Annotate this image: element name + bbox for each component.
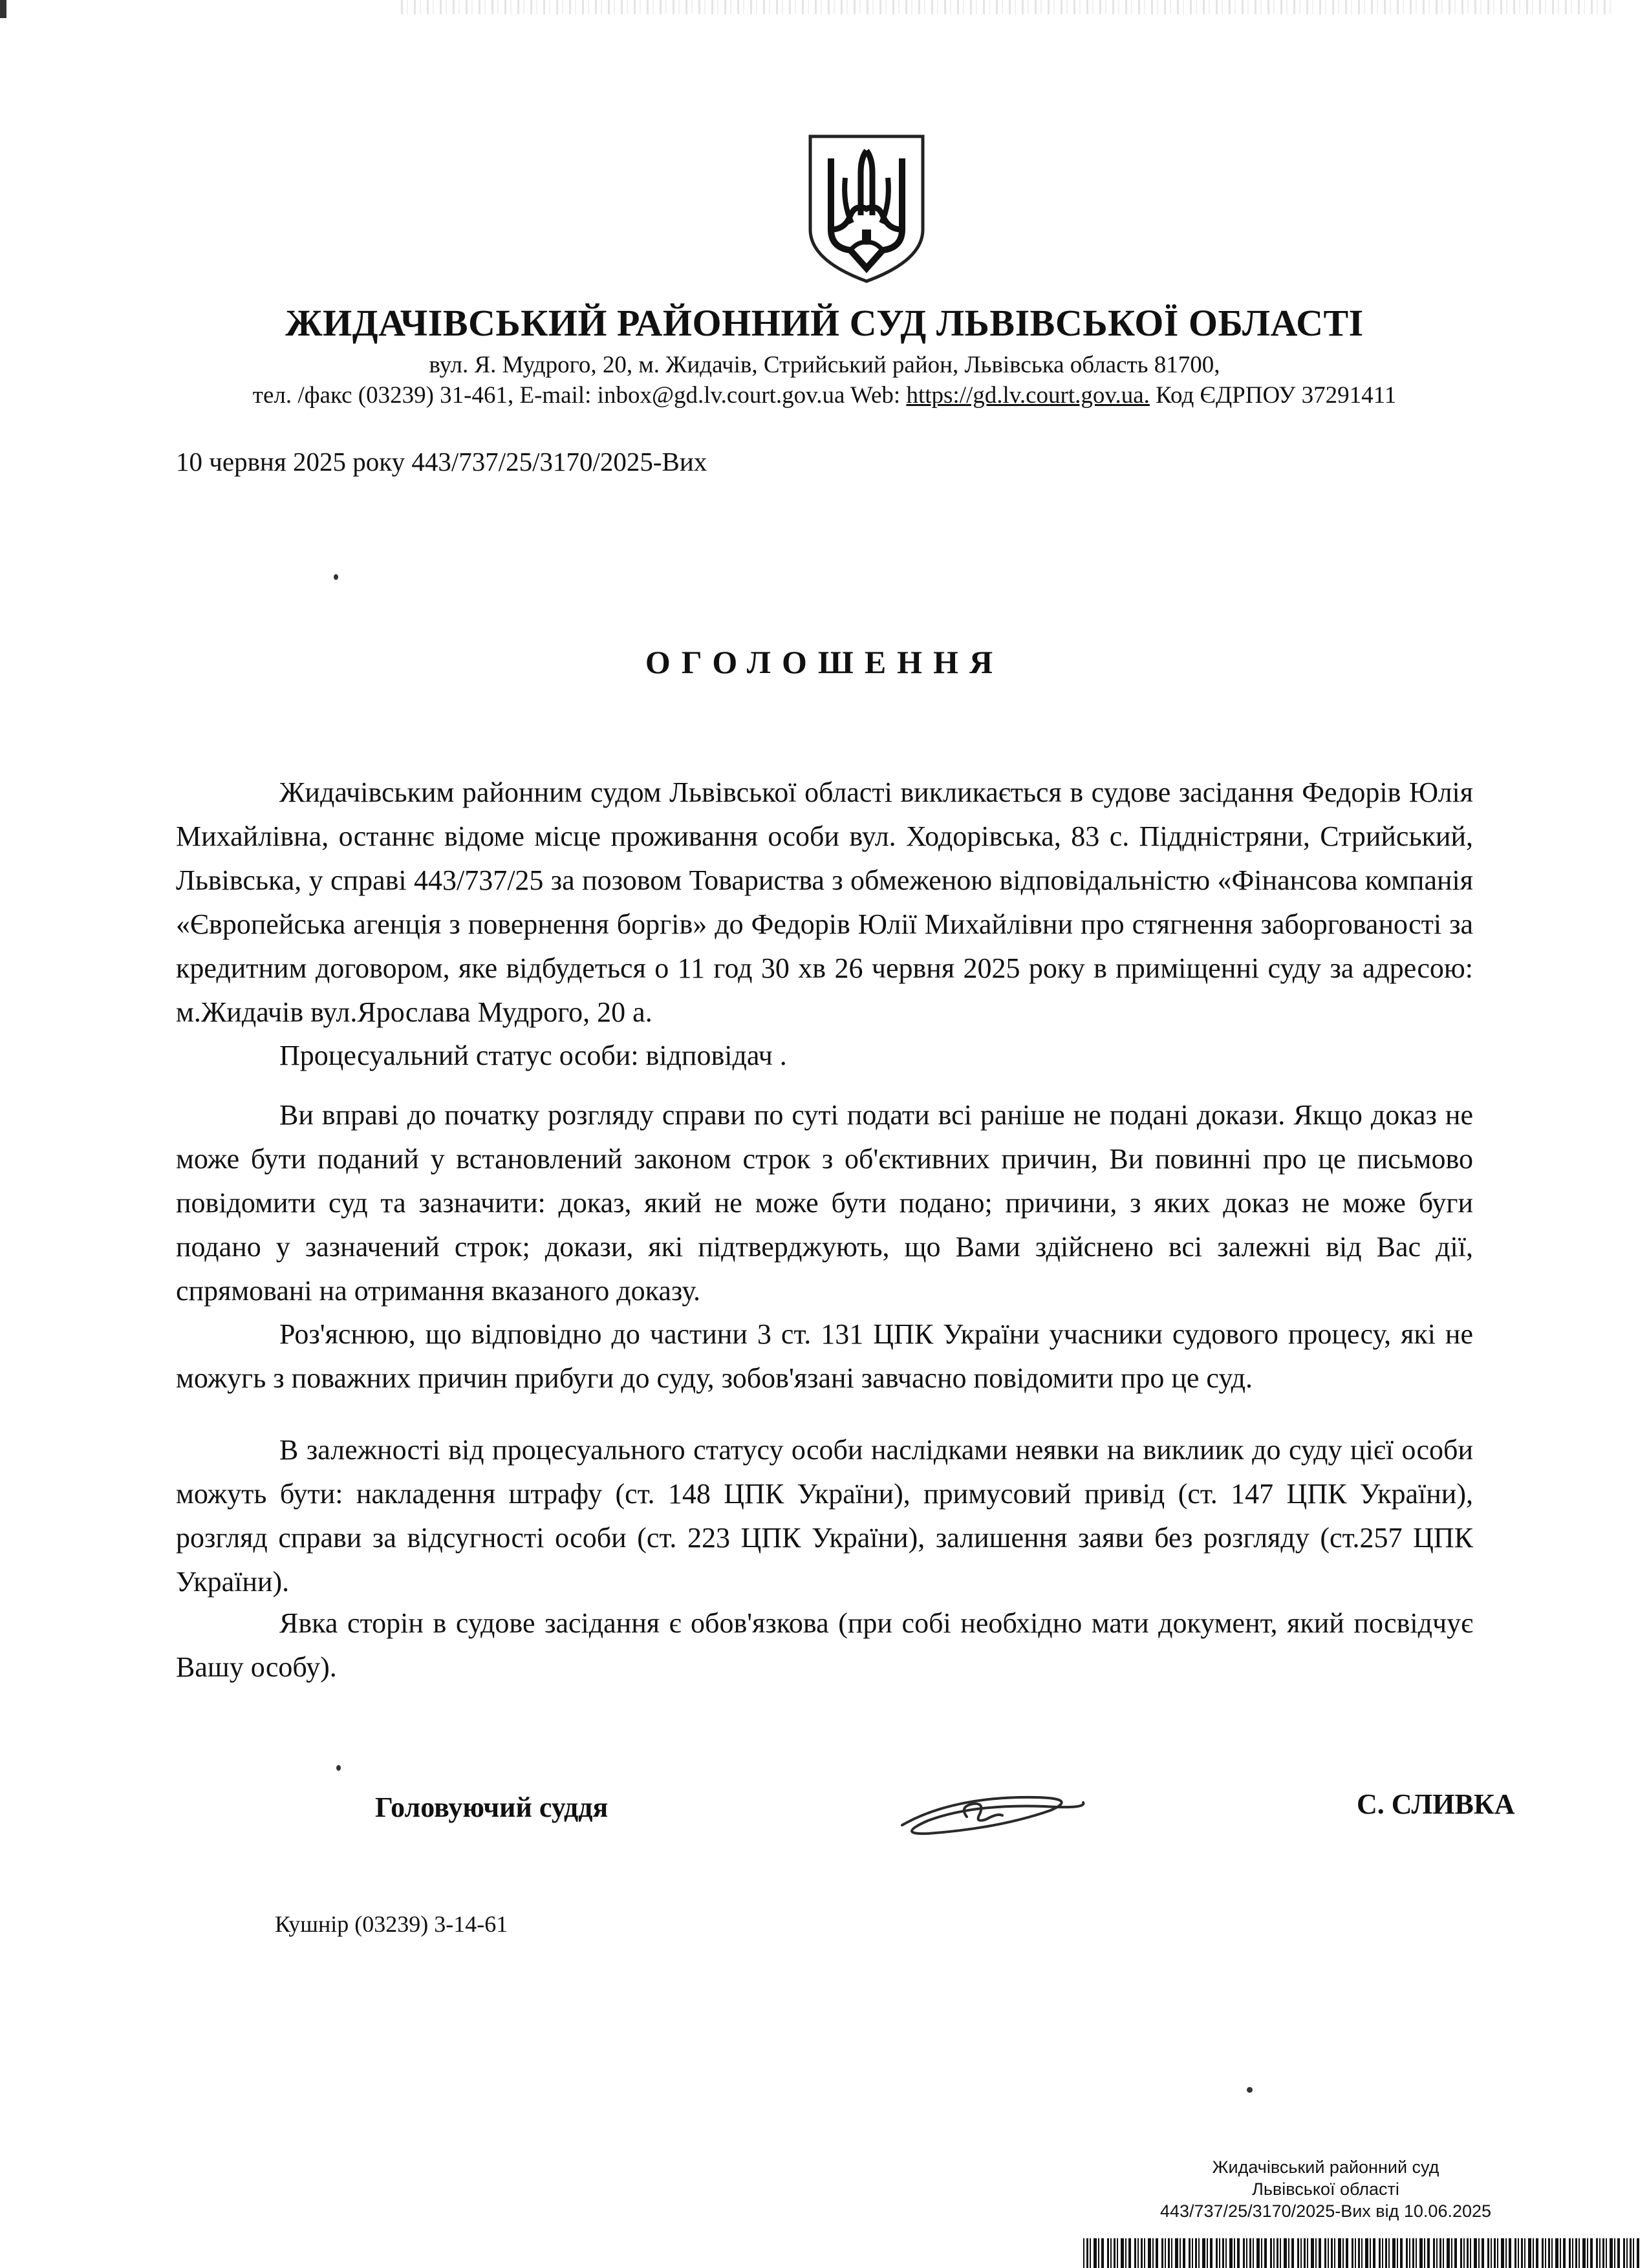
barcode-bar (1083, 2238, 1084, 2268)
barcode-bar (1599, 2238, 1600, 2268)
stamp-number-line: 443/737/25/3170/2025-Вих від 10.06.2025 (1159, 2201, 1492, 2221)
barcode-icon (1083, 2238, 1639, 2268)
barcode-bar (1243, 2238, 1245, 2268)
barcode-bar (1264, 2238, 1267, 2268)
barcode-bar (1626, 2238, 1628, 2268)
barcode-bar (1596, 2238, 1598, 2268)
barcode-bar (1388, 2238, 1390, 2268)
barcode-bar (1137, 2238, 1139, 2268)
barcode-bar (1494, 2238, 1496, 2268)
barcode-bar (1575, 2238, 1577, 2268)
barcode-bar (1460, 2238, 1462, 2268)
barcode-bar (1246, 2238, 1247, 2268)
barcode-bar (1319, 2238, 1321, 2268)
barcode-bar (1590, 2238, 1593, 2268)
barcode-bar (1101, 2238, 1104, 2268)
barcode-bar (1222, 2238, 1224, 2268)
barcode-bar (1256, 2238, 1260, 2268)
paragraph-evidence: Ви вправі до початку розгляду справи по суті подати всі раніше не подані докази. Якщо доказ не може бути поданий у встановлений законом строк з об'єктивних причин, Ви повинні про це письмово повідомити суд та зазначити: доказ, який не може бути подано; причини, з яких доказ не може буги подано у зазначений строк; докази, які підтверджують, що Вами здійснено всі залежні від Вас дії, спрямовані на отримання вказаного доказу. (176, 1099, 1473, 1307)
barcode-bar (1443, 2238, 1444, 2268)
barcode-bar (1400, 2238, 1403, 2268)
barcode-bar (1528, 2238, 1531, 2268)
barcode-bar (1551, 2238, 1553, 2268)
barcode-bar (1505, 2238, 1507, 2268)
barcode-bar (1207, 2238, 1208, 2268)
barcode-bar (1311, 2238, 1314, 2268)
barcode-bar (1346, 2238, 1348, 2268)
barcode-bar (1183, 2238, 1185, 2268)
contacts-suffix: Код ЄДРПОУ 37291411 (1149, 382, 1397, 409)
document-title: ОГОЛОШЕННЯ (645, 644, 1004, 680)
barcode-bar (1148, 2238, 1151, 2268)
barcode-bar (1478, 2238, 1480, 2268)
barcode-bar (1447, 2238, 1450, 2268)
barcode-bar (1416, 2238, 1417, 2268)
barcode-bar (1273, 2238, 1275, 2268)
barcode-bar (1192, 2238, 1193, 2268)
barcode-bar (1463, 2238, 1465, 2268)
document-reference: 10 червня 2025 року 443/737/25/3170/2025-Вих (176, 447, 707, 476)
barcode-bar (1518, 2238, 1519, 2268)
barcode-bar (1474, 2238, 1477, 2268)
barcode-bar (1392, 2238, 1396, 2268)
scan-speck (334, 574, 338, 580)
court-address: вул. Я. Мудрого, 20, м. Жидачів, Стрийський район, Львівська область 81700, (429, 352, 1220, 378)
barcode-bar (1536, 2238, 1538, 2268)
barcode-bar (1315, 2238, 1317, 2268)
barcode-bar (1125, 2238, 1126, 2268)
barcode-bar (1524, 2238, 1525, 2268)
barcode-bar (1419, 2238, 1423, 2268)
barcode-bar (1385, 2238, 1387, 2268)
barcode-bar (1156, 2238, 1158, 2268)
barcode-bar (1542, 2238, 1544, 2268)
barcode-bar (1633, 2238, 1634, 2268)
court-name-heading: ЖИДАЧІВСЬКИЙ РАЙОННИЙ СУД ЛЬВІВСЬКОЇ ОБЛАСТІ (285, 302, 1364, 344)
barcode-bar (1304, 2238, 1306, 2268)
barcode-bar (1210, 2238, 1212, 2268)
barcode-bar (1098, 2238, 1099, 2268)
barcode-bar (1202, 2238, 1205, 2268)
barcode-bar (1144, 2238, 1145, 2268)
barcode-bar (1334, 2238, 1335, 2268)
barcode-bar (1579, 2238, 1580, 2268)
barcode-bar (1563, 2238, 1566, 2268)
barcode-bar (1487, 2238, 1489, 2268)
barcode-bar (1297, 2238, 1299, 2268)
barcode-bar (1501, 2238, 1504, 2268)
barcode-bar (1117, 2238, 1118, 2268)
barcode-bar (1606, 2238, 1607, 2268)
barcode-bar (1331, 2238, 1333, 2268)
barcode-bar (1545, 2238, 1546, 2268)
barcode-bar (1352, 2238, 1353, 2268)
barcode-bar (1216, 2238, 1218, 2268)
barcode-bar (1555, 2238, 1558, 2268)
barcode-bar (1509, 2238, 1511, 2268)
barcode-bar (1121, 2238, 1124, 2268)
barcode-bar (1277, 2238, 1278, 2268)
barcode-bar (1338, 2238, 1341, 2268)
barcode-bar (1397, 2238, 1398, 2268)
barcode-bar (1291, 2238, 1294, 2268)
barcode-bar (1219, 2238, 1220, 2268)
barcode-bar (1560, 2238, 1561, 2268)
barcode-bar (1521, 2238, 1523, 2268)
barcode-bar (1412, 2238, 1414, 2268)
barcode-bar (1107, 2238, 1109, 2268)
barcode-bar (1152, 2238, 1154, 2268)
website-link[interactable]: https://gd.lv.court.gov.ua. (906, 382, 1150, 409)
barcode-bar (1630, 2238, 1632, 2268)
barcode-bar (1361, 2238, 1363, 2268)
barcode-bar (1161, 2238, 1163, 2268)
stamp-region-line: Львівської області (1252, 2179, 1399, 2199)
barcode-bar (1370, 2238, 1371, 2268)
barcode-bar (1086, 2238, 1088, 2268)
barcode-bar (1614, 2238, 1615, 2268)
barcode-bar (1514, 2238, 1516, 2268)
barcode-bar (1436, 2238, 1438, 2268)
barcode-bar (1406, 2238, 1408, 2268)
paragraph-summons: Жидачівським районним судом Львівської області викликається в судове засідання Федорів Юлія Михайлівна, останнє відоме місце проживання особи вул. Ходорівська, 83 с. Піддністряни, Стрийський, Львівська, у справі 443/737/25 за позовом Товариства з обмеженою відповідальністю «Фінансова компанія «Європейська агенція з повернення боргів» до Федорів Юлії Михайлівни про стягнення заборгованості за кредитним договором, яке відбудеться о 11 год 30 хв 26 червня 2025 року в приміщенні суду за адресою: м.Жидачів вул.Ярослава Мудрого, 20 а. (176, 776, 1473, 1028)
barcode-bar (1623, 2238, 1625, 2268)
judge-name: С. СЛИВКА (1357, 1788, 1515, 1820)
barcode-bar (1284, 2238, 1287, 2268)
barcode-bar (1280, 2238, 1281, 2268)
barcode-bar (1382, 2238, 1383, 2268)
paragraph-explanation: Роз'яснюю, що відповідно до частини 3 ст. 131 ЦПК України учасники судового процесу, які не можугь з поважних причин прибуги до суду, зобов'язані завчасно повідомити про це суд. (176, 1318, 1473, 1394)
paragraph-procedural-status: Процесуальний статус особи: відповідач . (279, 1040, 787, 1071)
coat-of-arms-trident-icon (805, 133, 928, 284)
barcode-bar (1229, 2238, 1233, 2268)
barcode-bar (1225, 2238, 1227, 2268)
scan-artifact-corner (0, 0, 6, 18)
barcode-bar (1582, 2238, 1586, 2268)
barcode-bar (1134, 2238, 1136, 2268)
barcode-bar (1249, 2238, 1251, 2268)
barcode-bar (1379, 2238, 1381, 2268)
barcode-bar (1168, 2238, 1170, 2268)
barcode-bar (1433, 2238, 1435, 2268)
barcode-bar (1451, 2238, 1452, 2268)
registration-stamp (1112, 2156, 1539, 2222)
barcode-bar (1424, 2238, 1425, 2268)
handwritten-signature (889, 1764, 1096, 1841)
executor-contact: Кушнір (03239) 3-14-61 (275, 1911, 508, 1937)
barcode-bar (1572, 2238, 1573, 2268)
barcode-bar (1141, 2238, 1143, 2268)
barcode-bar (1342, 2238, 1344, 2268)
barcode-bar (1288, 2238, 1289, 2268)
barcode-bar (1491, 2238, 1492, 2268)
barcode-bar (1365, 2238, 1368, 2268)
paragraph-consequences: В залежності від процесуального статусу особи наслідками неявки на виклиик до суду цієї особи можуть бути: накладення штрафу (ст. 148 ЦПК України), примусовий привід (ст. 147 ЦПК України), розгляд справи за відсугності особи (ст. 223 ЦПК України), залишення заяви без розгляду (ст.257 ЦПК України). (176, 1434, 1473, 1598)
barcode-bar (1454, 2238, 1457, 2268)
barcode-bar (1569, 2238, 1571, 2268)
barcode-bar (1198, 2238, 1200, 2268)
barcode-bar (1610, 2238, 1613, 2268)
barcode-bar (1189, 2238, 1191, 2268)
barcode-bar (1165, 2238, 1166, 2268)
barcode-bar (1237, 2238, 1240, 2268)
barcode-bar (1470, 2238, 1471, 2268)
court-contacts (0, 381, 1649, 409)
barcode-bar (1175, 2238, 1178, 2268)
barcode-bar (1328, 2238, 1329, 2268)
barcode-bar (1234, 2238, 1235, 2268)
barcode-bar (1602, 2238, 1604, 2268)
barcode-bar (1270, 2238, 1272, 2268)
barcode-bar (1355, 2238, 1356, 2268)
barcode-bar (1637, 2238, 1639, 2268)
barcode-bar (1300, 2238, 1302, 2268)
stamp-court-line: Жидачівський районний суд (1212, 2157, 1439, 2177)
barcode-bar (1195, 2238, 1197, 2268)
barcode-bar (1427, 2238, 1430, 2268)
barcode-bar (1261, 2238, 1262, 2268)
barcode-bar (1110, 2238, 1112, 2268)
barcode-bar (1587, 2238, 1588, 2268)
barcode-bar (1324, 2238, 1326, 2268)
barcode-bar (1482, 2238, 1484, 2268)
barcode-bar (1617, 2238, 1620, 2268)
barcode-bar (1094, 2238, 1097, 2268)
scan-speck (1247, 2087, 1253, 2093)
scan-artifact-top (401, 0, 1617, 14)
barcode-bar (1467, 2238, 1469, 2268)
signatory-position: Головуючий суддя (375, 1792, 609, 1823)
scan-speck (336, 1765, 341, 1771)
barcode-bar (1180, 2238, 1181, 2268)
barcode-bar (1373, 2238, 1375, 2268)
barcode-bar (1548, 2238, 1550, 2268)
barcode-bar (1171, 2238, 1172, 2268)
barcode-bar (1497, 2238, 1498, 2268)
paragraph-attendance: Явка сторін в судове засідання є обов'язкова (при собі необхідно мати документ, який посвідчує Вашу особу). (176, 1607, 1473, 1683)
barcode-bar (1439, 2238, 1441, 2268)
barcode-bar (1533, 2238, 1534, 2268)
barcode-bar (1114, 2238, 1116, 2268)
barcode-bar (1409, 2238, 1410, 2268)
barcode-bar (1090, 2238, 1091, 2268)
barcode-bar (1253, 2238, 1254, 2268)
barcode-bar (1358, 2238, 1360, 2268)
contacts-prefix: тел. /факс (03239) 31-461, E-mail: inbox@gd.lv.court.gov.ua Web: (252, 382, 907, 409)
barcode-bar (1307, 2238, 1308, 2268)
barcode-bar (1128, 2238, 1131, 2268)
